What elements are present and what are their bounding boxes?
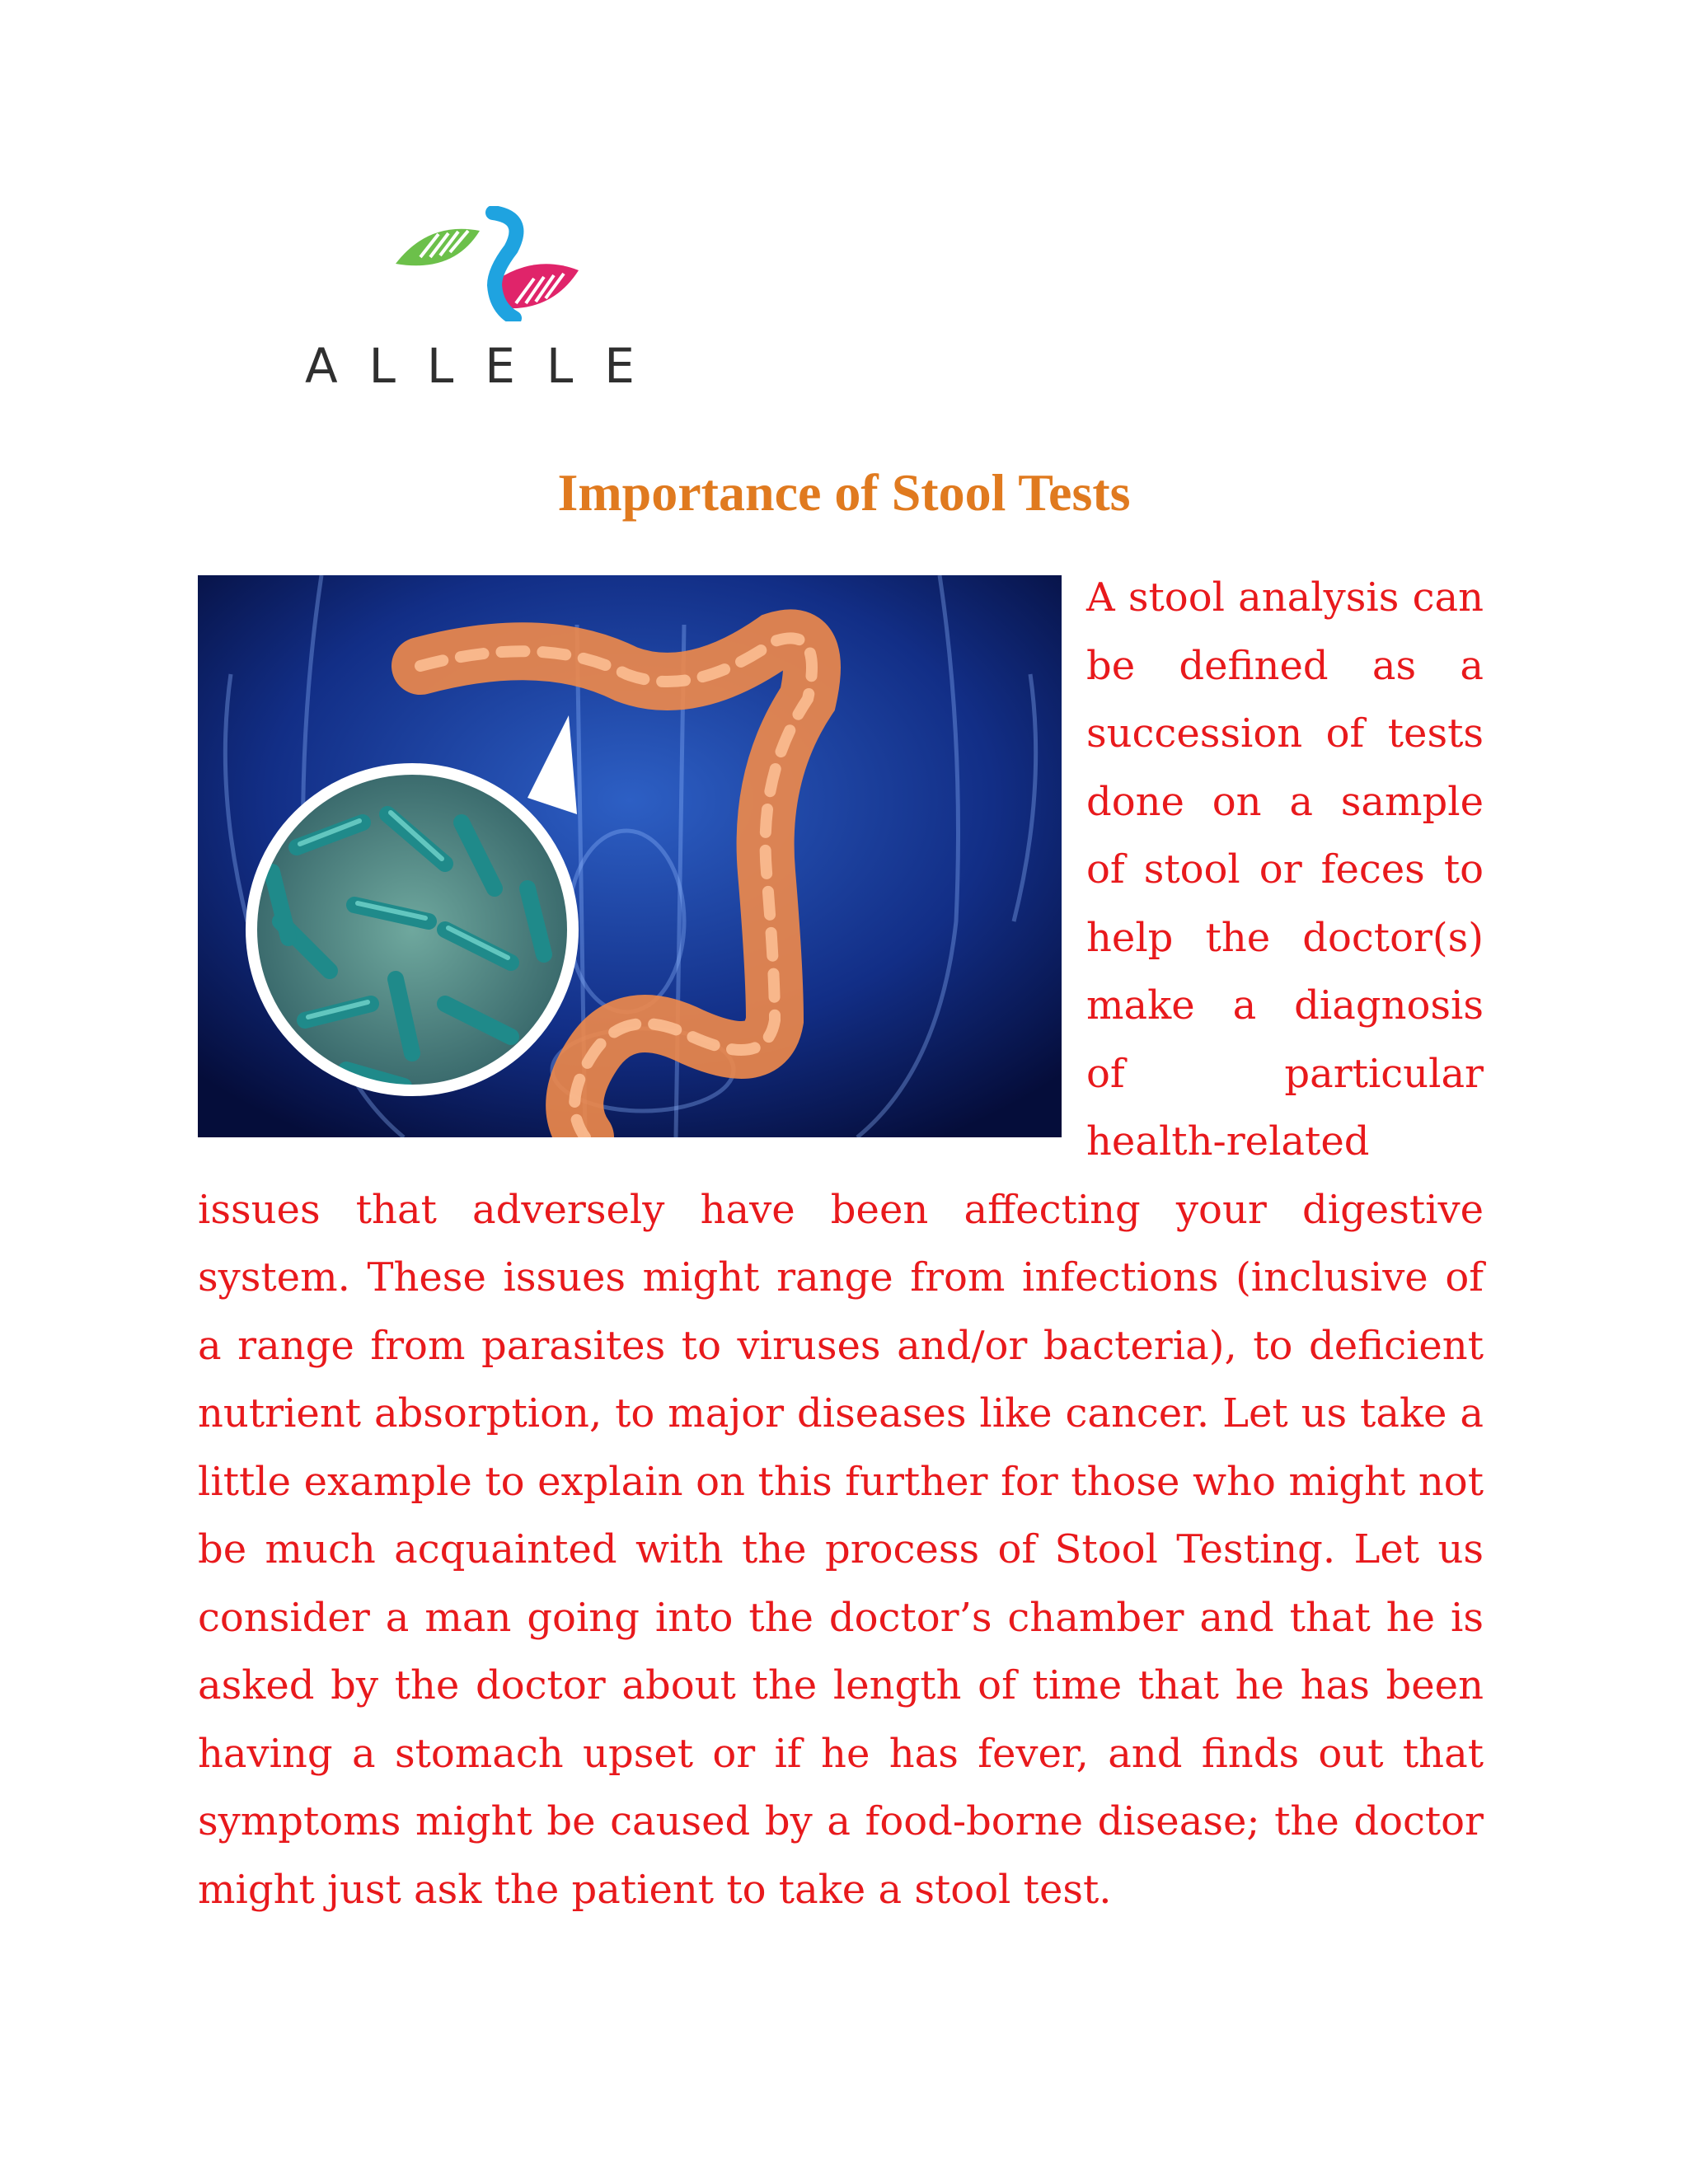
intestine-bacteria-illustration-icon <box>198 575 1062 1137</box>
body-paragraph-block <box>198 564 1484 1924</box>
allele-logo <box>305 206 666 396</box>
body-paragraph: A stool analysis can be defined as a succession of tests done on a sample of stool or feces to help the doctor(s) make a diagnosis of particular health-related issues that adversely have been affecting your digestive system. These issues might range from infections (inclusive of a range from parasites to viruses and/or bacteria), to deficient nutrient absorption, to major diseases like cancer. Let us take a little example to explain on this further for those who might not be much acquainted with the process of Stool Testing. Let us consider a man going into the doctor’s chamber and that he is asked by the doctor about the length of time that he has been having a stomach upset or if he has fever, and finds out that symptoms might be caused by a food-borne disease; the doctor might just ask the patient to take a stool test. <box>198 574 1484 1913</box>
allele-wordmark: ALLELE <box>305 338 666 394</box>
allele-logo-mark-icon <box>387 206 585 321</box>
intestine-figure <box>198 575 1062 1137</box>
page-title: Importance of Stool Tests <box>557 463 1131 522</box>
